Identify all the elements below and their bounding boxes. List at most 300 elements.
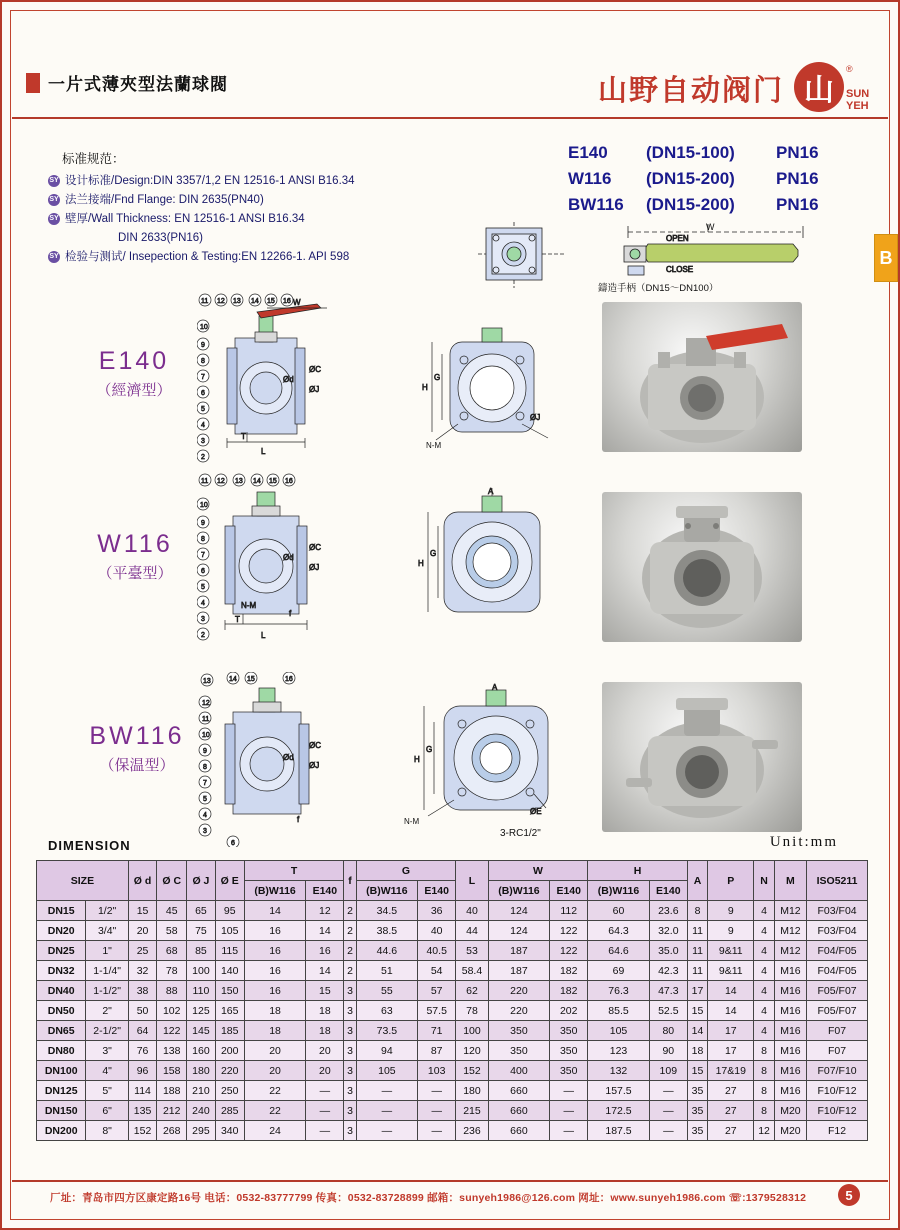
cell-value: 157.5 <box>588 1081 650 1101</box>
cell-value: 96 <box>128 1061 156 1081</box>
cell-value: 11 <box>687 961 707 981</box>
cell-size-dn: DN32 <box>37 961 86 981</box>
svg-text:16: 16 <box>283 298 291 305</box>
cell-value: — <box>356 1081 418 1101</box>
cell-value: 87 <box>418 1041 456 1061</box>
cell-value: 20 <box>128 921 156 941</box>
drawing-e140-face <box>402 320 572 460</box>
cell-value: 109 <box>649 1061 687 1081</box>
cell-value: 212 <box>157 1101 187 1121</box>
cell-value: 2 <box>344 921 356 941</box>
cell-value: 22 <box>244 1081 306 1101</box>
cell-value: 17 <box>708 1041 754 1061</box>
cell-value: M16 <box>774 1001 806 1021</box>
brand-logo-sub: SUN YEH <box>846 88 870 112</box>
cell-value: M20 <box>774 1121 806 1141</box>
svg-text:H: H <box>414 755 420 764</box>
svg-text:11: 11 <box>202 716 210 723</box>
cell-value: F04/F05 <box>807 961 868 981</box>
cell-value: 38 <box>128 981 156 1001</box>
cell-value: 4 <box>754 921 774 941</box>
cell-value: 150 <box>215 981 244 1001</box>
cell-value: 112 <box>550 901 588 921</box>
svg-text:12: 12 <box>217 298 225 305</box>
cell-value: 17 <box>708 1021 754 1041</box>
photo-w116-valve <box>602 492 802 642</box>
cell-value: 16 <box>244 961 306 981</box>
cell-value: 64 <box>128 1021 156 1041</box>
cell-value: 180 <box>456 1081 488 1101</box>
cell-value: 124 <box>488 901 550 921</box>
cell-value: 32.0 <box>649 921 687 941</box>
svg-text:ØC: ØC <box>309 741 321 750</box>
col-h: H <box>588 861 688 881</box>
cell-value: 202 <box>550 1001 588 1021</box>
col-p: P <box>708 861 754 901</box>
cell-size-inch: 1-1/4" <box>86 961 128 981</box>
svg-text:ØJ: ØJ <box>530 413 541 422</box>
cell-value: M12 <box>774 901 806 921</box>
svg-text:H: H <box>418 559 424 568</box>
cell-value: 188 <box>157 1081 187 1101</box>
cell-value: 15 <box>306 981 344 1001</box>
cell-value: 115 <box>215 941 244 961</box>
series-label-w116 <box>60 530 210 583</box>
cell-value: 78 <box>456 1001 488 1021</box>
cell-value: F05/F07 <box>807 1001 868 1021</box>
nm-label-bw: N-M <box>404 817 420 826</box>
cell-value: F12 <box>807 1121 868 1141</box>
cell-value: 122 <box>550 921 588 941</box>
page-footer <box>12 1180 888 1216</box>
col-e: Ø E <box>215 861 244 901</box>
cell-value: 14 <box>244 901 306 921</box>
cell-value: 12 <box>754 1121 774 1141</box>
cell-value: 65 <box>187 901 215 921</box>
cell-value: 73.5 <box>356 1021 418 1041</box>
cell-value: 240 <box>187 1101 215 1121</box>
cell-value: 400 <box>488 1061 550 1081</box>
cell-value: 15 <box>687 1001 707 1021</box>
subcol-g-w116: (B)W116 <box>356 881 418 901</box>
svg-text:16: 16 <box>285 676 293 683</box>
col-l: L <box>456 861 488 901</box>
cell-value: 35 <box>687 1121 707 1141</box>
cell-value: 75 <box>187 921 215 941</box>
cell-value: 54 <box>418 961 456 981</box>
svg-text:6: 6 <box>231 840 235 847</box>
cell-value: 3 <box>344 1121 356 1141</box>
svg-text:10: 10 <box>200 324 208 331</box>
cell-value: 103 <box>418 1061 456 1081</box>
cell-value: 55 <box>356 981 418 1001</box>
dimension-section-title: DIMENSION <box>48 838 131 853</box>
cell-value: 36 <box>418 901 456 921</box>
cell-value: 2 <box>344 961 356 981</box>
standards-item <box>48 172 468 191</box>
table-row <box>37 1081 868 1101</box>
svg-text:L: L <box>261 631 266 640</box>
col-n: N <box>754 861 774 901</box>
svg-text:6: 6 <box>201 568 205 575</box>
cell-value: 350 <box>488 1021 550 1041</box>
cell-value: — <box>550 1121 588 1141</box>
cell-value: 122 <box>550 941 588 961</box>
cell-value: F10/F12 <box>807 1101 868 1121</box>
cell-value: 20 <box>306 1061 344 1081</box>
svg-text:11: 11 <box>201 298 209 305</box>
svg-text:7: 7 <box>201 552 205 559</box>
standards-item-text: 法兰接端/Fnd Flange: DIN 2635(PN40) <box>65 194 264 206</box>
svg-text:ØJ: ØJ <box>309 563 320 572</box>
series-sub: （保温型） <box>99 757 175 774</box>
model-range: (DN15-100) <box>646 143 735 162</box>
table-row <box>37 1001 868 1021</box>
cell-value: 40 <box>456 901 488 921</box>
cell-value: 132 <box>588 1061 650 1081</box>
cell-value: 9&11 <box>708 961 754 981</box>
cell-value: 45 <box>157 901 187 921</box>
cell-value: 38.5 <box>356 921 418 941</box>
cell-value: 158 <box>157 1061 187 1081</box>
cell-size-dn: DN40 <box>37 981 86 1001</box>
cell-value: 17&19 <box>708 1061 754 1081</box>
cell-size-inch: 1/2" <box>86 901 128 921</box>
svg-text:10: 10 <box>202 732 210 739</box>
svg-text:8: 8 <box>201 358 205 365</box>
cell-value: 187.5 <box>588 1121 650 1141</box>
svg-text:15: 15 <box>267 298 275 305</box>
cell-size-dn: DN25 <box>37 941 86 961</box>
cell-value: 27 <box>708 1121 754 1141</box>
cell-value: 114 <box>128 1081 156 1101</box>
svg-text:L: L <box>261 447 266 456</box>
standards-item-text: 设计标准/Design:DIN 3357/1,2 EN 12516-1 ANSI B16.34 <box>65 175 355 187</box>
cell-value: 182 <box>550 981 588 1001</box>
cell-value: 100 <box>456 1021 488 1041</box>
photo-bw116-valve <box>602 682 802 832</box>
cell-value: 11 <box>687 921 707 941</box>
cell-value: — <box>418 1081 456 1101</box>
svg-text:9: 9 <box>201 342 205 349</box>
cell-value: 12 <box>306 901 344 921</box>
brand-name: 山野自动阀门 <box>597 72 784 107</box>
cell-value: 18 <box>306 1021 344 1041</box>
model-row <box>568 192 858 218</box>
svg-text:H: H <box>422 383 428 392</box>
table-row <box>37 1121 868 1141</box>
cell-value: 64.3 <box>588 921 650 941</box>
standards-item-text: 检验与测试/ Insepection & Testing:EN 12266-1. API 598 <box>65 251 350 263</box>
cell-value: 138 <box>157 1041 187 1061</box>
table-header-row-1 <box>37 861 868 881</box>
cell-value: 68 <box>157 941 187 961</box>
svg-text:W: W <box>293 298 301 307</box>
cell-value: 135 <box>128 1101 156 1121</box>
cell-size-dn: DN80 <box>37 1041 86 1061</box>
cell-value: 3 <box>344 1081 356 1101</box>
cell-value: 4 <box>754 1001 774 1021</box>
bw-thread-note: 3-RC1/2" <box>500 828 541 839</box>
cell-value: 200 <box>215 1041 244 1061</box>
cell-value: 90 <box>649 1041 687 1061</box>
svg-text:13: 13 <box>235 478 243 485</box>
svg-text:G: G <box>434 373 441 382</box>
svg-text:9: 9 <box>201 520 205 527</box>
cell-value: 44 <box>456 921 488 941</box>
brand-logo <box>794 62 872 114</box>
standards-block <box>48 150 468 267</box>
standards-subitem-text: DIN 2633(PN16) <box>118 232 204 244</box>
cell-value: 35 <box>687 1081 707 1101</box>
cell-size-inch: 2-1/2" <box>86 1021 128 1041</box>
series-name: BW116 <box>89 722 185 750</box>
model-pressure: PN16 <box>776 143 819 162</box>
section-tab-b[interactable]: B <box>874 234 898 282</box>
cell-value: 152 <box>456 1061 488 1081</box>
model-row <box>568 166 858 192</box>
cell-value: — <box>649 1121 687 1141</box>
cell-value: 8 <box>754 1081 774 1101</box>
col-size: SIZE <box>37 861 129 901</box>
model-range: (DN15-200) <box>646 195 735 214</box>
bullet-icon: SY <box>48 175 60 187</box>
cell-value: 52.5 <box>649 1001 687 1021</box>
dimension-table <box>36 860 868 1141</box>
cell-value: 2 <box>344 941 356 961</box>
nm-label: N-M <box>426 441 442 450</box>
cell-size-inch: 3/4" <box>86 921 128 941</box>
svg-text:f: f <box>289 609 292 618</box>
svg-text:4: 4 <box>201 600 205 607</box>
cell-value: 268 <box>157 1121 187 1141</box>
cell-value: 120 <box>456 1041 488 1061</box>
svg-text:14: 14 <box>229 676 237 683</box>
col-c: Ø C <box>157 861 187 901</box>
cell-value: 220 <box>488 981 550 1001</box>
cell-value: 185 <box>215 1021 244 1041</box>
cell-value: 14 <box>306 921 344 941</box>
cell-value: 69 <box>588 961 650 981</box>
svg-text:13: 13 <box>203 678 211 685</box>
cell-value: 16 <box>244 941 306 961</box>
cell-value: M12 <box>774 921 806 941</box>
cell-value: 165 <box>215 1001 244 1021</box>
cell-size-inch: 3" <box>86 1041 128 1061</box>
standards-item-text: 壁厚/Wall Thickness: EN 12516-1 ANSI B16.34 <box>65 213 305 225</box>
cell-value: 8 <box>754 1041 774 1061</box>
cell-value: 58.4 <box>456 961 488 981</box>
model-pressure: PN16 <box>776 195 819 214</box>
model-row <box>568 140 858 166</box>
cell-value: 47.3 <box>649 981 687 1001</box>
cell-value: 350 <box>550 1061 588 1081</box>
model-code: BW116 <box>568 195 624 214</box>
col-a: A <box>687 861 707 901</box>
cell-value: 340 <box>215 1121 244 1141</box>
page-title: 一片式薄夾型法蘭球閥 <box>48 75 228 94</box>
cell-value: 182 <box>550 961 588 981</box>
svg-text:10: 10 <box>200 502 208 509</box>
cell-value: 80 <box>649 1021 687 1041</box>
col-m: M <box>774 861 806 901</box>
cell-value: M20 <box>774 1101 806 1121</box>
svg-text:Ød: Ød <box>283 753 294 762</box>
model-code: W116 <box>568 169 612 188</box>
cell-value: — <box>550 1081 588 1101</box>
logo-circle-icon: 山 <box>794 62 844 112</box>
svg-text:f: f <box>297 815 300 824</box>
cell-value: 187 <box>488 941 550 961</box>
table-row <box>37 1041 868 1061</box>
svg-text:3: 3 <box>201 438 205 445</box>
cell-value: 27 <box>708 1101 754 1121</box>
svg-text:2: 2 <box>201 454 205 461</box>
table-row <box>37 1061 868 1081</box>
cell-value: 295 <box>187 1121 215 1141</box>
cell-value: — <box>306 1101 344 1121</box>
cell-value: 4 <box>754 941 774 961</box>
cell-value: 124 <box>488 921 550 941</box>
table-row <box>37 921 868 941</box>
subcol-h-w116: (B)W116 <box>588 881 650 901</box>
cell-value: 125 <box>187 1001 215 1021</box>
drawing-e140-section <box>197 292 357 472</box>
cell-value: 94 <box>356 1041 418 1061</box>
cell-value: 145 <box>187 1021 215 1041</box>
cell-value: 4 <box>754 1021 774 1041</box>
cell-value: 25 <box>128 941 156 961</box>
subcol-w-e140: E140 <box>550 881 588 901</box>
page-title-group <box>26 70 228 95</box>
series-sub: （平臺型） <box>97 565 173 582</box>
cell-value: M16 <box>774 1081 806 1101</box>
table-row <box>37 901 868 921</box>
cell-value: 14 <box>708 1001 754 1021</box>
cell-value: 18 <box>306 1001 344 1021</box>
cell-value: 220 <box>488 1001 550 1021</box>
cell-value: 2 <box>344 901 356 921</box>
svg-text:A: A <box>488 487 494 496</box>
cell-value: 32 <box>128 961 156 981</box>
cell-value: 187 <box>488 961 550 981</box>
cell-value: — <box>649 1081 687 1101</box>
svg-text:7: 7 <box>203 780 207 787</box>
cell-value: 8 <box>754 1061 774 1081</box>
col-iso: ISO5211 <box>807 861 868 901</box>
table-row <box>37 1101 868 1121</box>
cell-value: 58 <box>157 921 187 941</box>
cell-value: 24 <box>244 1121 306 1141</box>
model-range: (DN15-200) <box>646 169 735 188</box>
cell-value: 3 <box>344 981 356 1001</box>
svg-text:3: 3 <box>203 828 207 835</box>
subcol-t-w116: (B)W116 <box>244 881 306 901</box>
cell-value: F07 <box>807 1021 868 1041</box>
cell-value: 71 <box>418 1021 456 1041</box>
table-row <box>37 941 868 961</box>
bullet-icon: SY <box>48 213 60 225</box>
cell-value: F03/F04 <box>807 901 868 921</box>
cell-value: 78 <box>157 961 187 981</box>
cell-value: 62 <box>456 981 488 1001</box>
cell-value: 35.0 <box>649 941 687 961</box>
cell-value: 8 <box>687 901 707 921</box>
model-list <box>568 140 858 218</box>
cell-value: M16 <box>774 1021 806 1041</box>
cell-value: 350 <box>550 1041 588 1061</box>
table-row <box>37 961 868 981</box>
svg-text:ØE: ØE <box>530 807 542 816</box>
unit-label: Unit:mm <box>769 834 838 850</box>
cell-value: 15 <box>687 1061 707 1081</box>
cell-value: M16 <box>774 1041 806 1061</box>
cell-value: 34.5 <box>356 901 418 921</box>
svg-text:15: 15 <box>269 478 277 485</box>
cell-value: 180 <box>187 1061 215 1081</box>
svg-text:ØC: ØC <box>309 365 321 374</box>
cell-value: F07/F10 <box>807 1061 868 1081</box>
bullet-icon: SY <box>48 251 60 263</box>
table-row <box>37 981 868 1001</box>
cell-value: 3 <box>344 1041 356 1061</box>
svg-text:14: 14 <box>253 478 261 485</box>
table-row <box>37 1021 868 1041</box>
cell-value: 4 <box>754 961 774 981</box>
cell-value: F04/F05 <box>807 941 868 961</box>
cell-value: 660 <box>488 1081 550 1101</box>
cell-value: 20 <box>244 1061 306 1081</box>
svg-text:ØJ: ØJ <box>309 761 320 770</box>
cell-value: M16 <box>774 961 806 981</box>
cell-value: F03/F04 <box>807 921 868 941</box>
svg-text:T: T <box>241 432 246 441</box>
drawing-bw116-face <box>394 682 584 847</box>
cell-value: F10/F12 <box>807 1081 868 1101</box>
page-header <box>12 12 888 119</box>
bullet-icon: SY <box>48 194 60 206</box>
svg-text:8: 8 <box>201 536 205 543</box>
cell-value: 64.6 <box>588 941 650 961</box>
footer-contact: 厂址：青岛市四方区康定路16号 电话：0532-83777799 传真：0532-83728899 邮箱：sunyeh1986@126.com 网址：www.sunyeh1986.com ☏:1379528312 <box>50 1192 807 1204</box>
cell-size-dn: DN100 <box>37 1061 86 1081</box>
cell-value: 3 <box>344 1061 356 1081</box>
cell-value: — <box>356 1101 418 1121</box>
col-j: Ø J <box>187 861 215 901</box>
svg-text:N-M: N-M <box>241 601 257 610</box>
col-f: f <box>344 861 356 901</box>
svg-text:2: 2 <box>201 632 205 639</box>
cell-size-inch: 1" <box>86 941 128 961</box>
cell-value: F07 <box>807 1041 868 1061</box>
cell-value: 16 <box>306 941 344 961</box>
cell-value: M12 <box>774 941 806 961</box>
cell-value: 42.3 <box>649 961 687 981</box>
drawing-w116-section <box>197 472 357 652</box>
svg-text:G: G <box>430 549 437 558</box>
cell-value: 660 <box>488 1101 550 1121</box>
svg-text:13: 13 <box>233 298 241 305</box>
cell-value: 35 <box>687 1101 707 1121</box>
drawing-bw116-section <box>197 672 362 847</box>
cell-value: 140 <box>215 961 244 981</box>
drawing-w116-face <box>400 486 576 636</box>
cell-value: 9 <box>708 921 754 941</box>
cell-value: 3 <box>344 1001 356 1021</box>
cell-value: 60 <box>588 901 650 921</box>
cell-value: — <box>418 1101 456 1121</box>
cell-value: — <box>550 1101 588 1121</box>
